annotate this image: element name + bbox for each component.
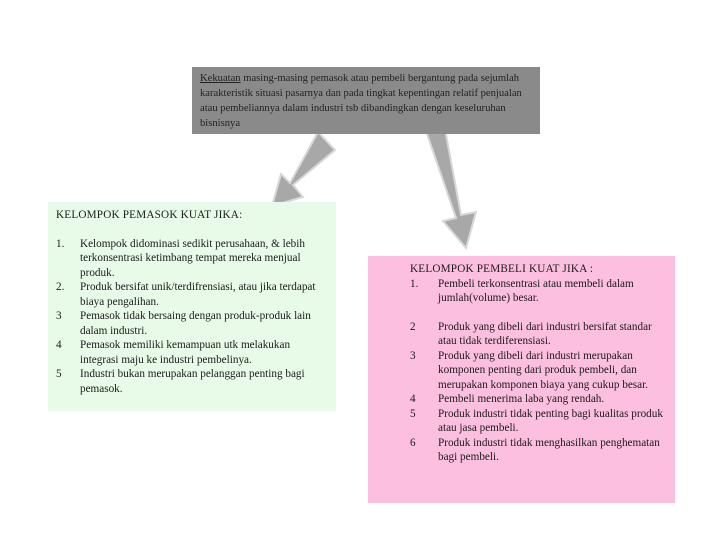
buyer-box bbox=[368, 256, 675, 503]
buyer-item bbox=[410, 392, 663, 407]
supplier-item-number: 2. bbox=[56, 281, 65, 293]
supplier-item-text: Produk bersifat unik/terdifrensiasi, atau jika terdapat biaya pengalihan. bbox=[80, 281, 316, 308]
supplier-item-number: 4 bbox=[56, 339, 62, 351]
arrow-to-buyer-box bbox=[426, 129, 476, 248]
supplier-item-text: Kelompok didominasi sedikit perusahaan, & lebih terkonsentrasi ketimbang tempat mereka menjual produk. bbox=[80, 237, 305, 279]
supplier-item bbox=[56, 309, 328, 338]
supplier-item-number: 5 bbox=[56, 368, 62, 380]
buyer-item bbox=[410, 407, 663, 436]
buyer-item-text: Produk industri tidak penting bagi kualitas produk atau jasa pembeli. bbox=[438, 407, 663, 434]
supplier-item bbox=[56, 367, 328, 396]
buyer-item-number: 2 bbox=[410, 320, 416, 333]
supplier-box-title: KELOMPOK PEMASOK KUAT JIKA: bbox=[56, 209, 243, 221]
buyer-item bbox=[410, 349, 663, 393]
buyer-item-text: Produk yang dibeli dari industri merupakan komponen penting dari produk pembeli, dan merupakan komponen biaya yang cukup besar. bbox=[438, 349, 649, 391]
buyer-item-number: 4 bbox=[410, 393, 416, 405]
buyer-item bbox=[410, 277, 663, 306]
definition-keyword: Kekuatan bbox=[200, 73, 241, 84]
buyer-item-number: 3 bbox=[410, 349, 416, 362]
buyer-item-text: Produk industri tidak menghasilkan penghematan bagi pembeli. bbox=[438, 436, 660, 463]
buyer-item bbox=[410, 320, 663, 349]
buyer-item-number: 5 bbox=[410, 407, 416, 420]
buyer-item bbox=[410, 436, 663, 465]
supplier-item bbox=[56, 338, 328, 367]
supplier-item-text: Pemasok tidak bersaing dengan produk-produk lain dalam industri. bbox=[80, 310, 311, 337]
supplier-item bbox=[56, 237, 328, 281]
buyer-item-text: Pembeli terkonsentrasi atau membeli dalam jumlah(volume) besar. bbox=[438, 277, 634, 304]
definition-text: masing-masing pemasok atau pembeli bergantung pada sejumlah karakteristik situasi pasarnya dan pada tingkat kepentingan relatif penjualan atau pembeliannya dalam industri tsb dibandingkan dengan keseluruhan bisnisnya bbox=[200, 73, 522, 129]
supplier-box bbox=[48, 202, 336, 411]
buyer-item-text: Pembeli menerima laba yang rendah. bbox=[438, 393, 605, 405]
supplier-item bbox=[56, 280, 328, 309]
buyer-item-number: 1. bbox=[410, 277, 419, 290]
definition-box bbox=[192, 67, 540, 134]
arrow-to-supplier-box bbox=[272, 132, 335, 206]
buyer-item-text: Produk yang dibeli dari industri bersifat standar atau tidak terdiferensiasi. bbox=[438, 320, 652, 347]
supplier-item-number: 1. bbox=[56, 237, 65, 250]
supplier-item-number: 3 bbox=[56, 310, 62, 322]
buyer-box-title: KELOMPOK PEMBELI KUAT JIKA : bbox=[410, 263, 594, 275]
buyer-item-number: 6 bbox=[410, 436, 416, 449]
supplier-item-text: Pemasok memiliki kemampuan utk melakukan integrasi maju ke industri pembelinya. bbox=[80, 339, 291, 366]
supplier-item-text: Industri bukan merupakan pelanggan penting bagi pemasok. bbox=[80, 368, 305, 395]
